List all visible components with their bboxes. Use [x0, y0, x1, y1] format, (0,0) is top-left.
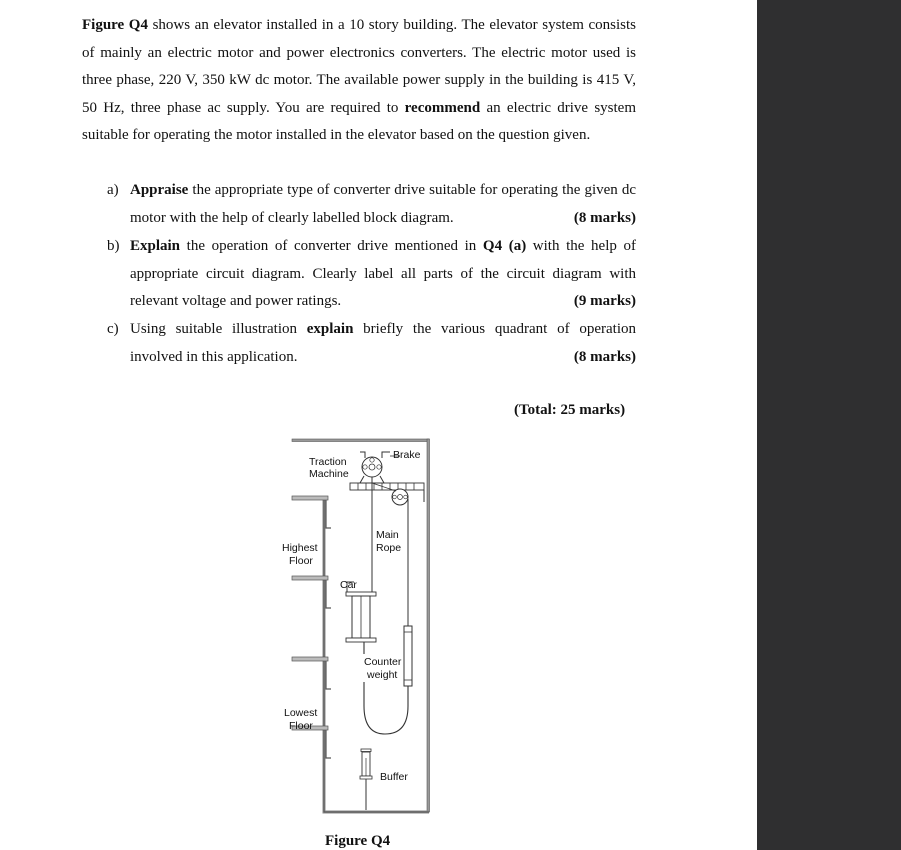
marks: (8 marks) [573, 209, 636, 226]
brake-icon [360, 452, 365, 458]
viewer-side-panel [757, 0, 901, 850]
intro-paragraph [82, 12, 636, 150]
label-highest-floor: Floor [289, 555, 313, 567]
label-lowest: Lowest [284, 707, 318, 719]
question-body: briefly the various quadrant of operation involved in this application. [130, 321, 636, 365]
intro-text-1: shows an elevator installed in a 10 story building. The elevator system consists of mainly an electric motor and power electronics converters. The electric motor used is three phase, 220 V, 350 kW dc motor. The available power supply in the building is 415 V, 50 Hz, three phase ac supply. You are required to [82, 17, 636, 116]
label-traction: Traction [309, 456, 347, 468]
label-highest: Highest [282, 542, 318, 554]
counterweight [404, 626, 412, 686]
label-brake: Brake [393, 449, 421, 461]
question-text [130, 177, 636, 232]
question-verb: Explain [130, 238, 181, 254]
machine-room-roof [292, 439, 429, 442]
intro-text-2: an electric drive system suitable for operating the motor installed in the elevator based on the question given. [82, 99, 636, 144]
machine-floor-beam [350, 483, 424, 490]
question-reference: Q4 (a) [482, 238, 527, 254]
question-label: b) [107, 238, 120, 254]
intro-keyword: recommend [404, 99, 481, 116]
shaft-right-wall [427, 439, 430, 812]
question-verb: Appraise [130, 182, 189, 198]
question-label: c) [107, 321, 119, 337]
buffer-icon [361, 749, 371, 752]
question-b [107, 233, 636, 316]
question-body: Using suitable illustration [130, 321, 307, 337]
question-c [107, 316, 636, 371]
marks: (8 marks) [573, 348, 636, 365]
label-buffer: Buffer [380, 771, 408, 783]
figure-reference: Figure Q4 [82, 17, 148, 33]
question-text [130, 316, 636, 371]
question-verb: explain [306, 321, 354, 337]
label-lowest-floor: Floor [289, 720, 313, 732]
label-main: Main [376, 529, 399, 541]
label-weight: weight [367, 669, 398, 681]
elevator-car [346, 592, 376, 596]
figure-caption: Figure Q4 [325, 833, 391, 849]
question-text [130, 233, 636, 316]
question-body: the appropriate type of converter drive suitable for operating the given dc motor with the help of clearly labelled block diagram. [130, 182, 636, 226]
marks: (9 marks) [573, 293, 636, 310]
elevator-diagram [280, 436, 455, 814]
total-marks: (Total: 25 marks) [514, 402, 626, 418]
label-rope: Rope [376, 542, 402, 554]
question-a [107, 177, 636, 232]
label-counter: Counter [364, 656, 402, 668]
question-body: the operation of converter drive mentioned in [180, 238, 483, 254]
label-car: Car [340, 579, 357, 591]
label-machine: Machine [309, 468, 349, 480]
question-body: with the help of appropriate circuit diagram. Clearly label all parts of the circuit diagram with relevant voltage and power ratings. [130, 238, 636, 310]
question-label: a) [107, 182, 119, 198]
